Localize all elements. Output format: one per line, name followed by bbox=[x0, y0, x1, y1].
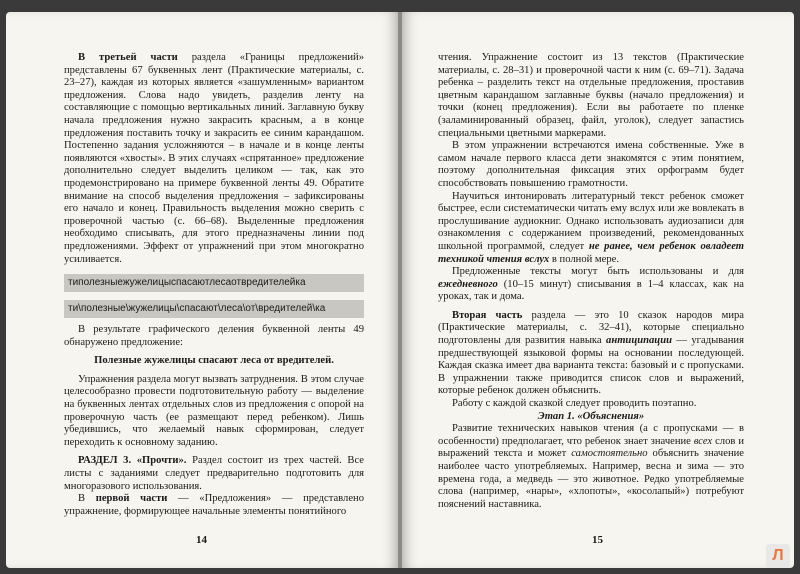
section-paragraph bbox=[64, 455, 364, 493]
paragraph: Работу с каждой сказкой следует проводить поэтапно. bbox=[452, 398, 697, 410]
left-page-text bbox=[64, 52, 364, 518]
paragraph-text: Научиться интонировать литературный текст ребенок сможет быстрее, если систематически читать ему вслух или же вовлекать в прослушивание аудиокниг. Однако использовать аудиозаписи для ознакомления с содержанием произведений, рекомендованных школьной программой, следует bbox=[438, 190, 744, 252]
stage-heading-text: Этап 1. «Объяснения» bbox=[537, 410, 645, 422]
found-sentence-text: Полезные жужелицы спасают леса от вредителей. bbox=[94, 355, 334, 367]
page-number: 14 bbox=[196, 534, 207, 546]
paragraph bbox=[438, 423, 744, 511]
paragraph bbox=[438, 191, 744, 267]
found-sentence bbox=[64, 355, 364, 368]
paragraph-text: слов и выражений текста и может bbox=[438, 435, 744, 460]
letter-strip-divided: ти\полезные\жужелицы\спасают\леса\от\вредителей\ка bbox=[64, 300, 364, 318]
book-spread bbox=[6, 12, 794, 568]
paragraph-text: — «Предложения» — представлено упражнение, формирующее начальные элементы понятийного bbox=[64, 493, 364, 517]
emphasis-text: антиципации bbox=[606, 335, 672, 347]
emphasis-text: всех bbox=[693, 435, 713, 447]
bold-term: В третьей части bbox=[78, 52, 178, 63]
paragraph: В результате графического деления буквенной ленты 49 обнаружено предложение: bbox=[64, 324, 364, 348]
paragraph bbox=[438, 266, 744, 304]
stage-heading bbox=[438, 411, 744, 424]
left-page bbox=[6, 12, 398, 568]
paragraph: Упражнения раздела могут вызвать затруднения. В этом случае целесообразно провести подготовительную работу — выделение на буквенных лентах отдельных слов из предложения с опорой на проверочную часть (ее размещают перед ребенком). Лишь убедившись, что желаемый навык сформирован, следует переходить к основному заданию. bbox=[64, 373, 364, 448]
page-number: 15 bbox=[592, 534, 603, 546]
paragraph-text: Предложенные тексты могут быть использованы и для bbox=[452, 266, 744, 278]
paragraph bbox=[64, 493, 364, 518]
paragraph-text: объяснить значение наиболее часто употребляемых. Например, весна и зима — это времена года, а медведь — это животное. Редко употребляемые слова (например, «нары», «хлопоты», «косолапый») потребуют пояснений наставника. bbox=[438, 448, 744, 510]
paragraph: В этом упражнении встречаются имена собственные. Уже в самом начале первого класса дети знакомятся с этим понятием, поэтому дополнительная фиксация этих орфограмм будет способствовать повышению грамотности. bbox=[438, 140, 744, 189]
paragraph-text: раздела — это 10 сказок народов мира (Практические материалы, с. 32–41), которые специально подготовлены для развития навыка bbox=[438, 309, 744, 347]
paragraph: чтения. Упражнение состоит из 13 текстов (Практические материалы, с. 28–31) и проверочной части к ним (с. 69–71). Задача ребенка – разделить текст на отдельные предложения, проставив цветным карандашом заглавные буквы (начало предложения) и точки (конец предложения). Если вы работаете по пленке (заламинированный образец, файл, уголок), следует запастись специальными цветными маркерами. bbox=[438, 52, 744, 139]
letter-strip-original: типолезныежужелицыспасаютлесаотвредителейка bbox=[64, 274, 364, 292]
bold-term: Вторая часть bbox=[452, 309, 523, 321]
paragraph bbox=[64, 52, 364, 266]
paragraph-text: Раздел состоит из трех частей. Все листы с заданиями следует предварительно подготовить для многоразового использования. bbox=[64, 455, 364, 492]
emphasis-text: не ранее, чем ребенок овладеет техникой чтения вслух bbox=[438, 240, 744, 265]
watermark-logo: Л bbox=[766, 544, 790, 568]
paragraph-text: раздела «Границы предложений» представлены 67 буквенных лент (Практические материалы, с. 23–27), каждая из которых является «зашумленным» вариантом предложения. Слова надо увидеть, разделив ленту на составляющие с помощью вертикальных линий. Заглавную букву начала предложения нужно закрасить красным, а в конце предложения поставить точку и закрасить ее синим карандашом. Постепенно задания усложняются – в начале и в конце ленты появляются «хвосты». В этих случаях «спрятанное» предложение дополнительно следует выделить целиком — так, как это продемонстрировано на примере буквенной ленты 49. Обратите внимание на способ выделения предложения – зафиксированы его начало и конец. Правильность выделения можно сверить с проверочной частью (с. 66–68). Выделенные предложения необходимо списывать, для этого предназначены линии под предложениями. Эффект от упражнений при этом многократно усиливается. bbox=[64, 52, 364, 265]
paragraph-text: в полной мере. bbox=[549, 253, 619, 265]
paragraph-text: (10–15 минут) списывания в 1–4 классах, как на уроках, так и дома. bbox=[438, 278, 744, 303]
paragraph-text: — угадывания предшествующей языковой формы на основании последующей. Каждая сказка имеет два варианта текста: базовый и с пропусками. В упражнении также приводится список слов и выражений, которые ребенок должен объяснить. bbox=[438, 335, 744, 397]
paragraph bbox=[438, 310, 744, 398]
section-heading: РАЗДЕЛ 3. «Прочти». bbox=[78, 455, 187, 467]
bold-term: первой части bbox=[95, 493, 168, 505]
paragraph-text: В bbox=[78, 493, 96, 505]
emphasis-text: самостоятельно bbox=[571, 448, 648, 460]
paragraph-text: Развитие технических навыков чтения (а с пропусками — в особенности) предполагает, что ребенок знает значение bbox=[438, 423, 744, 447]
emphasis-text: ежедневного bbox=[438, 278, 498, 290]
right-page-text bbox=[438, 52, 744, 511]
right-page bbox=[402, 12, 794, 568]
